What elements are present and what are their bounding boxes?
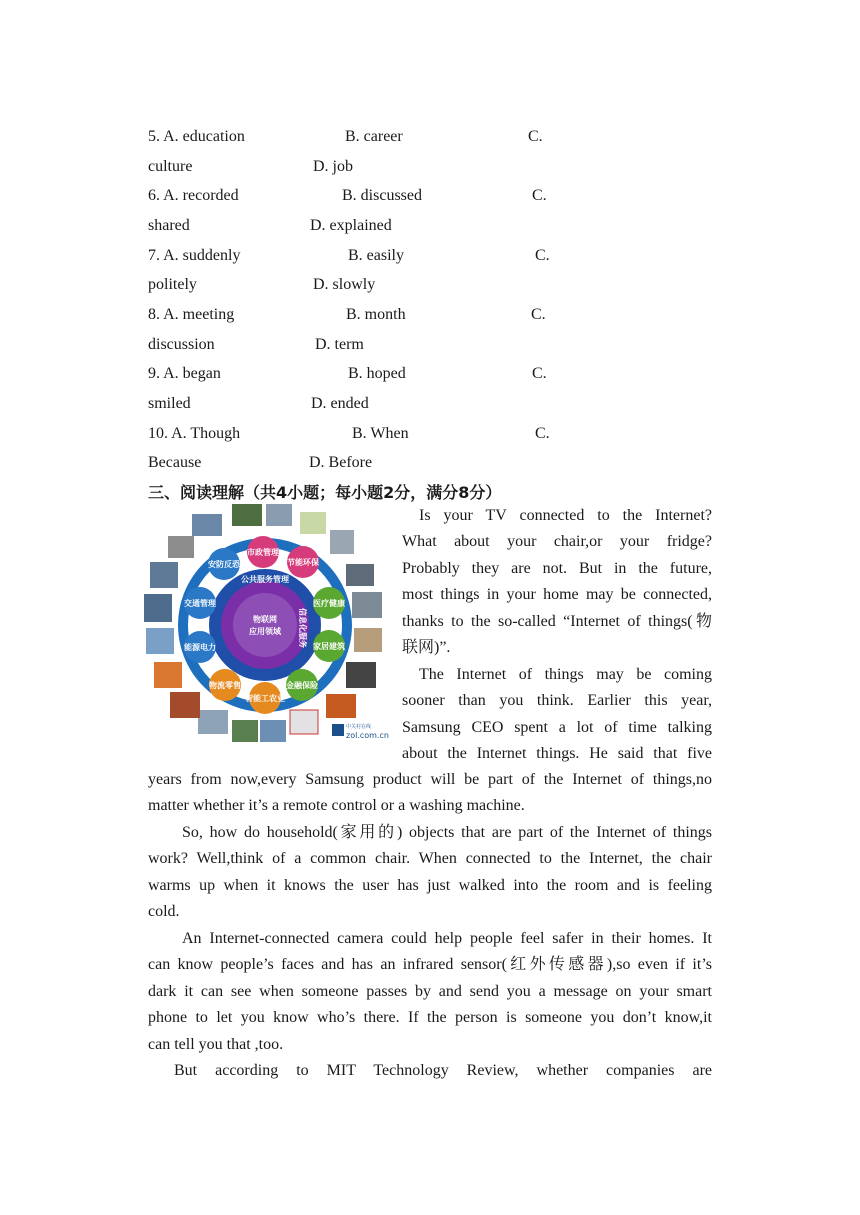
option-a: 10. A. Though	[148, 425, 241, 442]
option-a: 6. A. recorded	[148, 187, 239, 204]
zol-logo	[332, 723, 389, 740]
node-home-building	[313, 630, 345, 662]
center-top-label: 公共服务管理	[241, 575, 289, 584]
option-b: B. career	[345, 128, 403, 145]
text-line: But according to MIT Technology Review, whether companies are	[174, 1062, 712, 1079]
text-line: phone to let you know who’s there. If the person is someone you don’t know,it	[148, 1009, 712, 1027]
option-a: 8. A. meeting	[148, 306, 235, 323]
text-line: So, how do household(家用的) objects that are part of the Internet of things	[182, 824, 712, 841]
text-line: thanks to the so-called “Internet of things(物	[402, 612, 712, 630]
option-c: C.	[535, 425, 550, 442]
text-line: matter whether it’s a remote control or a washing machine.	[148, 797, 525, 815]
option-c-word: discussion	[148, 336, 215, 353]
text-line: can tell you that ,too.	[148, 1035, 284, 1053]
node-label: 医疗健康	[313, 599, 345, 608]
option-c-word: culture	[148, 158, 193, 175]
node-label: 能源电力	[184, 643, 216, 652]
text-line: most things in your home may be connected,	[402, 586, 712, 604]
node-label: 安防反恐	[208, 560, 240, 569]
node-label: 家居建筑	[313, 642, 345, 651]
option-a: 5. A. education	[148, 128, 245, 145]
option-b: B. When	[352, 425, 409, 442]
option-a: 9. A. began	[148, 365, 221, 382]
center-sub-label: 应用领域	[249, 627, 281, 636]
node-label: 金融保险	[286, 681, 318, 690]
text-line: Is your TV connected to the Internet?	[419, 507, 712, 524]
node-energy-saving	[287, 546, 319, 578]
node-finance	[286, 669, 318, 701]
paragraph-4	[148, 926, 712, 1058]
text-line: about the Internet things. He said that five	[402, 745, 712, 763]
option-d: D. ended	[311, 395, 369, 412]
text-line: Probably they are not. But in the future,	[402, 559, 712, 577]
option-c-word: shared	[148, 217, 190, 234]
option-d: D. Before	[309, 454, 373, 471]
option-b: B. hoped	[348, 365, 406, 382]
text-line: warms up when it knows the user has just walked into the room and is feeling	[148, 876, 712, 894]
center-mid-label: 物联网	[253, 615, 277, 624]
paragraph-2-continued	[148, 767, 712, 820]
node-label: 节能环保	[287, 558, 319, 567]
iot-diagram	[140, 500, 390, 750]
option-d: D. slowly	[313, 276, 376, 293]
node-label: 交通管理	[184, 599, 216, 608]
text-line: What about your chair,or your fridge?	[402, 533, 712, 551]
option-b: B. month	[346, 306, 406, 323]
center-right-label: 信息化服务	[298, 608, 307, 648]
paragraph-3	[148, 820, 712, 926]
paragraph-5	[148, 1058, 712, 1084]
text-line: 联网)”.	[402, 639, 451, 657]
node-label: 智能工农业	[245, 694, 285, 703]
option-d: D. term	[315, 336, 364, 353]
option-c: C.	[531, 306, 546, 323]
text-line: years from now,every Samsung product will be part of the Internet of things,no	[148, 771, 712, 788]
option-a: 7. A. suddenly	[148, 247, 241, 264]
text-line: can know people’s faces and has an infrared sensor(红外传感器),so even if it’s	[148, 956, 712, 974]
text-line: work? Well,think of a common chair. When connected to the Internet, the chair	[148, 850, 712, 868]
text-line: The Internet of things may be coming	[419, 666, 712, 683]
paragraph-2	[402, 662, 712, 768]
text-line: Samsung CEO spent a lot of time talking	[402, 718, 712, 736]
node-logistics	[209, 669, 241, 701]
text-line: sooner than you think. Earlier this year,	[402, 692, 712, 710]
option-c-word: Because	[148, 454, 202, 471]
option-d: D. explained	[310, 217, 392, 234]
iot-diagram-svg	[140, 500, 390, 750]
node-label: 市政管理	[247, 548, 279, 557]
option-c: C.	[535, 247, 550, 264]
text-line: dark it can see when someone passes by and send you a message on your smart	[148, 982, 712, 1000]
option-d: D. job	[313, 158, 353, 175]
paragraph-1	[402, 503, 712, 661]
section-title: 三、阅读理解（共4小题；每小题2分，满分8分）	[148, 483, 502, 502]
option-c: C.	[528, 128, 543, 145]
logo-cn: 中关村在线	[346, 724, 372, 730]
option-c-word: politely	[148, 276, 197, 293]
text-line: cold.	[148, 903, 180, 921]
node-power	[184, 631, 216, 663]
text-line: An Internet-connected camera could help people feel safer in their homes. It	[182, 930, 712, 947]
zol-logo-icon	[332, 724, 344, 736]
option-c: C.	[532, 187, 547, 204]
option-c-word: smiled	[148, 395, 191, 412]
option-c: C.	[532, 365, 547, 382]
node-label: 物流零售	[209, 681, 241, 690]
option-b: B. discussed	[342, 187, 422, 204]
node-medical	[313, 587, 345, 619]
option-b: B. easily	[348, 247, 404, 264]
logo-text: zol.com.cn	[346, 731, 389, 740]
